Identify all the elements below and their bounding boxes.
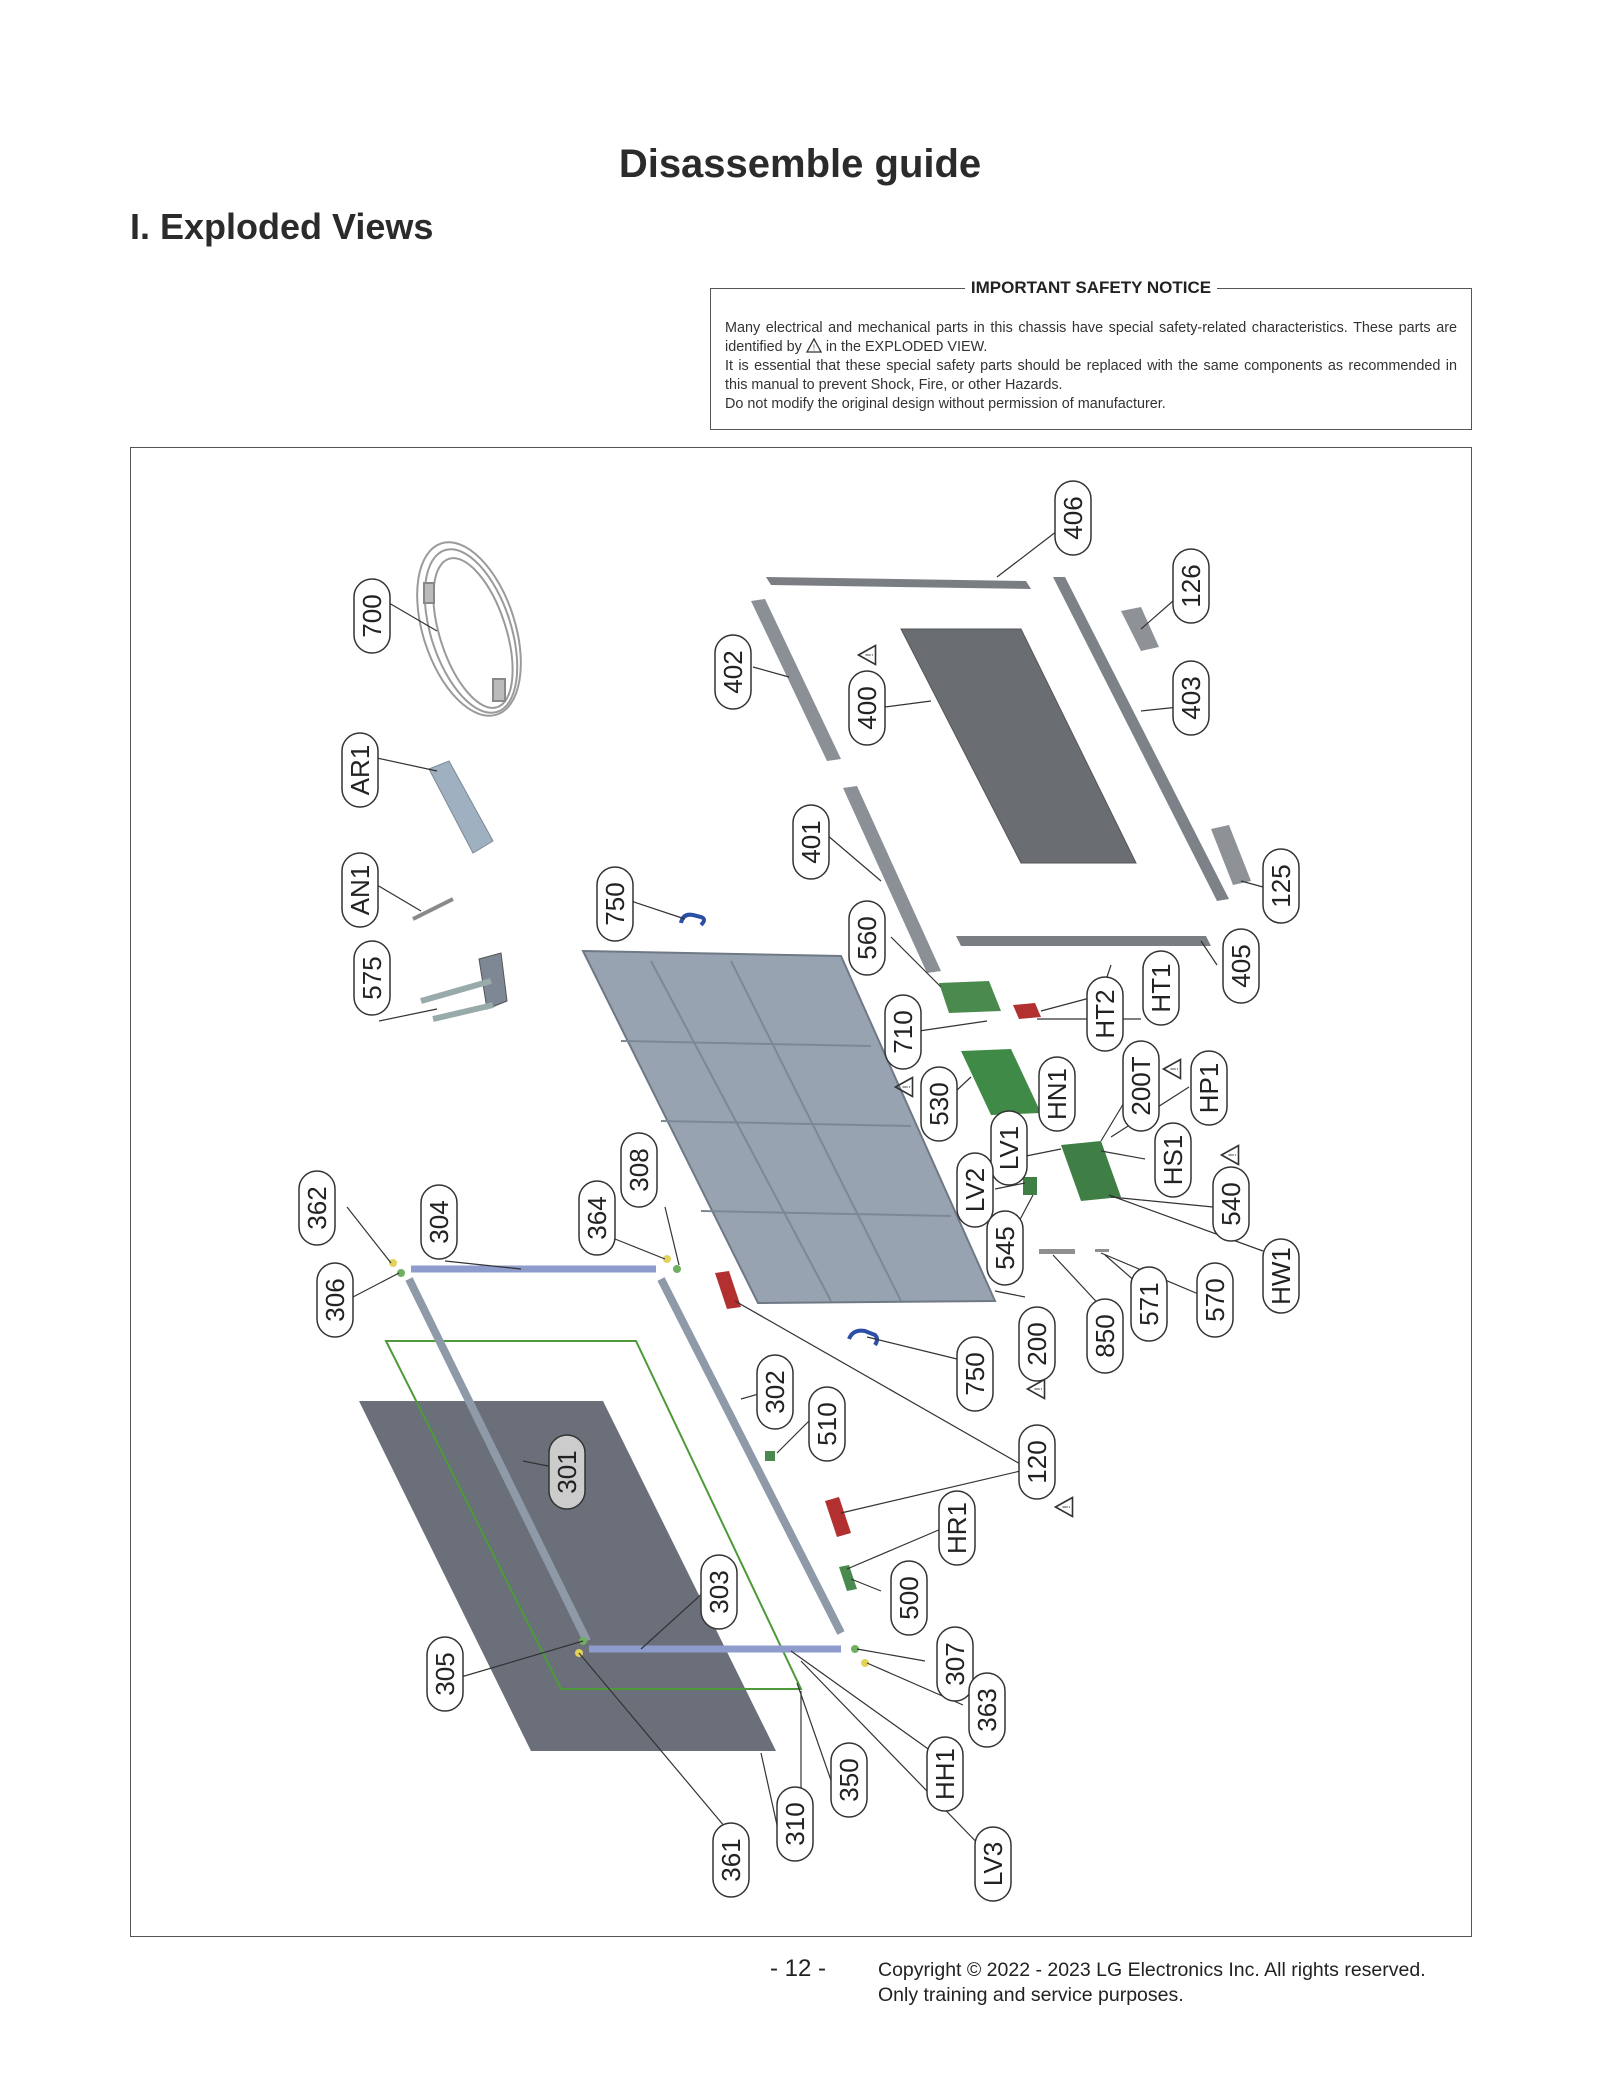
exploded-view-diagram: [131, 448, 1470, 1935]
clip-750-top: [681, 915, 704, 925]
callout-305: [427, 1637, 463, 1711]
callout-850: [1087, 1299, 1123, 1373]
callout-750b: [957, 1337, 993, 1411]
svg-text:750: 750: [960, 1352, 990, 1396]
svg-text:200T: 200T: [1126, 1056, 1156, 1116]
callout-302: [757, 1355, 793, 1429]
callout-200: [1019, 1307, 1055, 1381]
callout-LV1: [991, 1111, 1027, 1185]
svg-text:510: 510: [812, 1402, 842, 1446]
svg-text:361: 361: [716, 1838, 746, 1882]
corner-362: [389, 1259, 397, 1267]
callout-361: [713, 1823, 749, 1897]
callout-HS1: [1155, 1123, 1191, 1197]
callout-401: [793, 805, 829, 879]
rear-frame-left-402: [751, 599, 841, 761]
svg-text:LV1: LV1: [994, 1125, 1024, 1171]
copyright-line-2: Only training and service purposes.: [878, 1984, 1184, 2006]
svg-text:400: 400: [852, 686, 882, 730]
svg-text:301: 301: [552, 1450, 582, 1494]
callout-500: [891, 1561, 927, 1635]
callout-LV2: [957, 1153, 993, 1227]
connector-HT: [1013, 1003, 1041, 1019]
callout-307: [937, 1627, 973, 1701]
svg-text:303: 303: [704, 1570, 734, 1614]
speaker-120-bottom: [825, 1497, 851, 1537]
corner-308: [673, 1265, 681, 1273]
callout-310: [777, 1787, 813, 1861]
svg-text:570: 570: [1200, 1278, 1230, 1322]
svg-text:575: 575: [357, 956, 387, 1000]
svg-text:AR1: AR1: [345, 744, 375, 796]
svg-text:350: 350: [834, 1758, 864, 1802]
svg-text:305: 305: [430, 1652, 460, 1696]
svg-text:!: !: [812, 343, 815, 353]
svg-text:125: 125: [1266, 864, 1296, 908]
svg-text:530: 530: [924, 1082, 954, 1126]
callout-HW1: [1263, 1239, 1299, 1313]
safety-notice-box: [710, 278, 1472, 430]
callout-362: [299, 1171, 335, 1245]
speaker-120-top: [715, 1271, 741, 1309]
svg-text:405: 405: [1226, 944, 1256, 988]
document-title: Disassemble guide: [618, 142, 982, 186]
svg-text:310: 310: [780, 1802, 810, 1846]
part-850: [1039, 1249, 1075, 1254]
callout-HH1: [927, 1737, 963, 1811]
callout-545: [987, 1211, 1023, 1285]
copyright-line-1: Copyright © 2022 - 2023 LG Electronics Inc. All rights reserved.: [878, 1959, 1426, 1981]
svg-text:403: 403: [1176, 676, 1206, 720]
callout-AN1: [342, 853, 378, 927]
svg-text:308: 308: [624, 1148, 654, 1192]
board-510: [765, 1451, 775, 1461]
callout-710: [885, 995, 921, 1069]
svg-text:402: 402: [718, 650, 748, 694]
notice-line-3: Do not modify the original design without permission of manufacturer.: [725, 396, 1166, 412]
callout-540: [1213, 1167, 1249, 1241]
svg-text:571: 571: [1134, 1282, 1164, 1326]
svg-text:307: 307: [940, 1642, 970, 1686]
page-number: - 12 -: [770, 1955, 827, 1982]
svg-text:HT2: HT2: [1090, 989, 1120, 1039]
svg-text:401: 401: [796, 820, 826, 864]
callout-LV3: [975, 1827, 1011, 1901]
svg-text:126: 126: [1176, 564, 1206, 608]
board-545: [1023, 1177, 1037, 1195]
section-title: I. Exploded Views: [130, 206, 434, 247]
parts-artwork: [359, 529, 1251, 1751]
callout-306: [317, 1263, 353, 1337]
svg-text:HP1: HP1: [1194, 1062, 1224, 1114]
callout-363: [969, 1673, 1005, 1747]
svg-text:HW1: HW1: [1266, 1247, 1296, 1305]
svg-text:406: 406: [1058, 496, 1088, 540]
part-571: [1095, 1249, 1109, 1252]
callout-364: [579, 1181, 615, 1255]
svg-text:362: 362: [302, 1186, 332, 1230]
svg-text:LV3: LV3: [978, 1841, 1008, 1887]
svg-text:200: 200: [1022, 1322, 1052, 1366]
board-530: [961, 1049, 1041, 1115]
remote-control-part: [429, 761, 493, 853]
notice-line-1-end: in the EXPLODED VIEW.: [825, 339, 988, 355]
callout-350: [831, 1743, 867, 1817]
callout-403: [1173, 661, 1209, 735]
svg-text:850: 850: [1090, 1314, 1120, 1358]
callout-700: [354, 579, 390, 653]
svg-text:364: 364: [582, 1196, 612, 1240]
rear-frame-bottom-405: [956, 936, 1211, 946]
svg-text:HR1: HR1: [942, 1501, 972, 1555]
callout-405: [1223, 929, 1259, 1003]
callout-530: [921, 1067, 957, 1141]
callout-301: [549, 1435, 585, 1509]
safety-notice-body: [725, 319, 1457, 414]
main-board-540: [1061, 1141, 1121, 1201]
power-cord-part: [397, 529, 540, 729]
callout-308: [621, 1133, 657, 1207]
copyright: [878, 1958, 1426, 2008]
svg-text:302: 302: [760, 1370, 790, 1414]
svg-text:500: 500: [894, 1576, 924, 1620]
callout-400: [849, 671, 885, 745]
svg-text:LV2: LV2: [960, 1167, 990, 1213]
callout-HN1: [1039, 1057, 1075, 1131]
callout-HT1: [1143, 951, 1179, 1025]
svg-text:HH1: HH1: [930, 1747, 960, 1801]
warning-triangle-icon: [806, 338, 822, 353]
callout-575: [354, 941, 390, 1015]
svg-text:560: 560: [852, 916, 882, 960]
board-560: [939, 981, 1001, 1013]
callout-570: [1197, 1263, 1233, 1337]
callout-560: [849, 901, 885, 975]
callout-304: [421, 1185, 457, 1259]
callout-125: [1263, 849, 1299, 923]
safety-notice-title: IMPORTANT SAFETY NOTICE: [711, 278, 1471, 298]
callout-120: [1019, 1425, 1055, 1499]
notice-line-1: Many electrical and mechanical parts in this chassis have special safety-related characteristics. These parts are identified by: [725, 320, 1457, 355]
exploded-view-frame: [130, 447, 1472, 1937]
svg-text:700: 700: [357, 594, 387, 638]
svg-text:540: 540: [1216, 1182, 1246, 1226]
svg-text:306: 306: [320, 1278, 350, 1322]
svg-text:750: 750: [600, 882, 630, 926]
callout-200T: [1123, 1041, 1159, 1131]
callout-HT2: [1087, 977, 1123, 1051]
callout-510: [809, 1387, 845, 1461]
callout-HR1: [939, 1491, 975, 1565]
callout-571: [1131, 1267, 1167, 1341]
svg-text:HT1: HT1: [1146, 963, 1176, 1013]
notice-line-2: It is essential that these special safety parts should be replaced with the same components as recommended in this manual to prevent Shock, Fire, or other Hazards.: [725, 358, 1457, 393]
svg-text:304: 304: [424, 1200, 454, 1244]
callout-303: [701, 1555, 737, 1629]
svg-text:363: 363: [972, 1688, 1002, 1732]
svg-text:120: 120: [1022, 1440, 1052, 1484]
rear-frame-top-406: [766, 577, 1031, 589]
callout-750a: [597, 867, 633, 941]
svg-text:710: 710: [888, 1010, 918, 1054]
callout-HP1: [1191, 1051, 1227, 1125]
antenna-part: [413, 899, 453, 919]
callout-406: [1055, 481, 1091, 555]
svg-text:545: 545: [990, 1226, 1020, 1270]
callout-402: [715, 635, 751, 709]
bracket-126: [1121, 607, 1159, 651]
callout-AR1: [342, 733, 378, 807]
svg-text:HS1: HS1: [1158, 1134, 1188, 1186]
svg-text:AN1: AN1: [345, 864, 375, 916]
svg-text:HN1: HN1: [1042, 1067, 1072, 1121]
callout-126: [1173, 549, 1209, 623]
